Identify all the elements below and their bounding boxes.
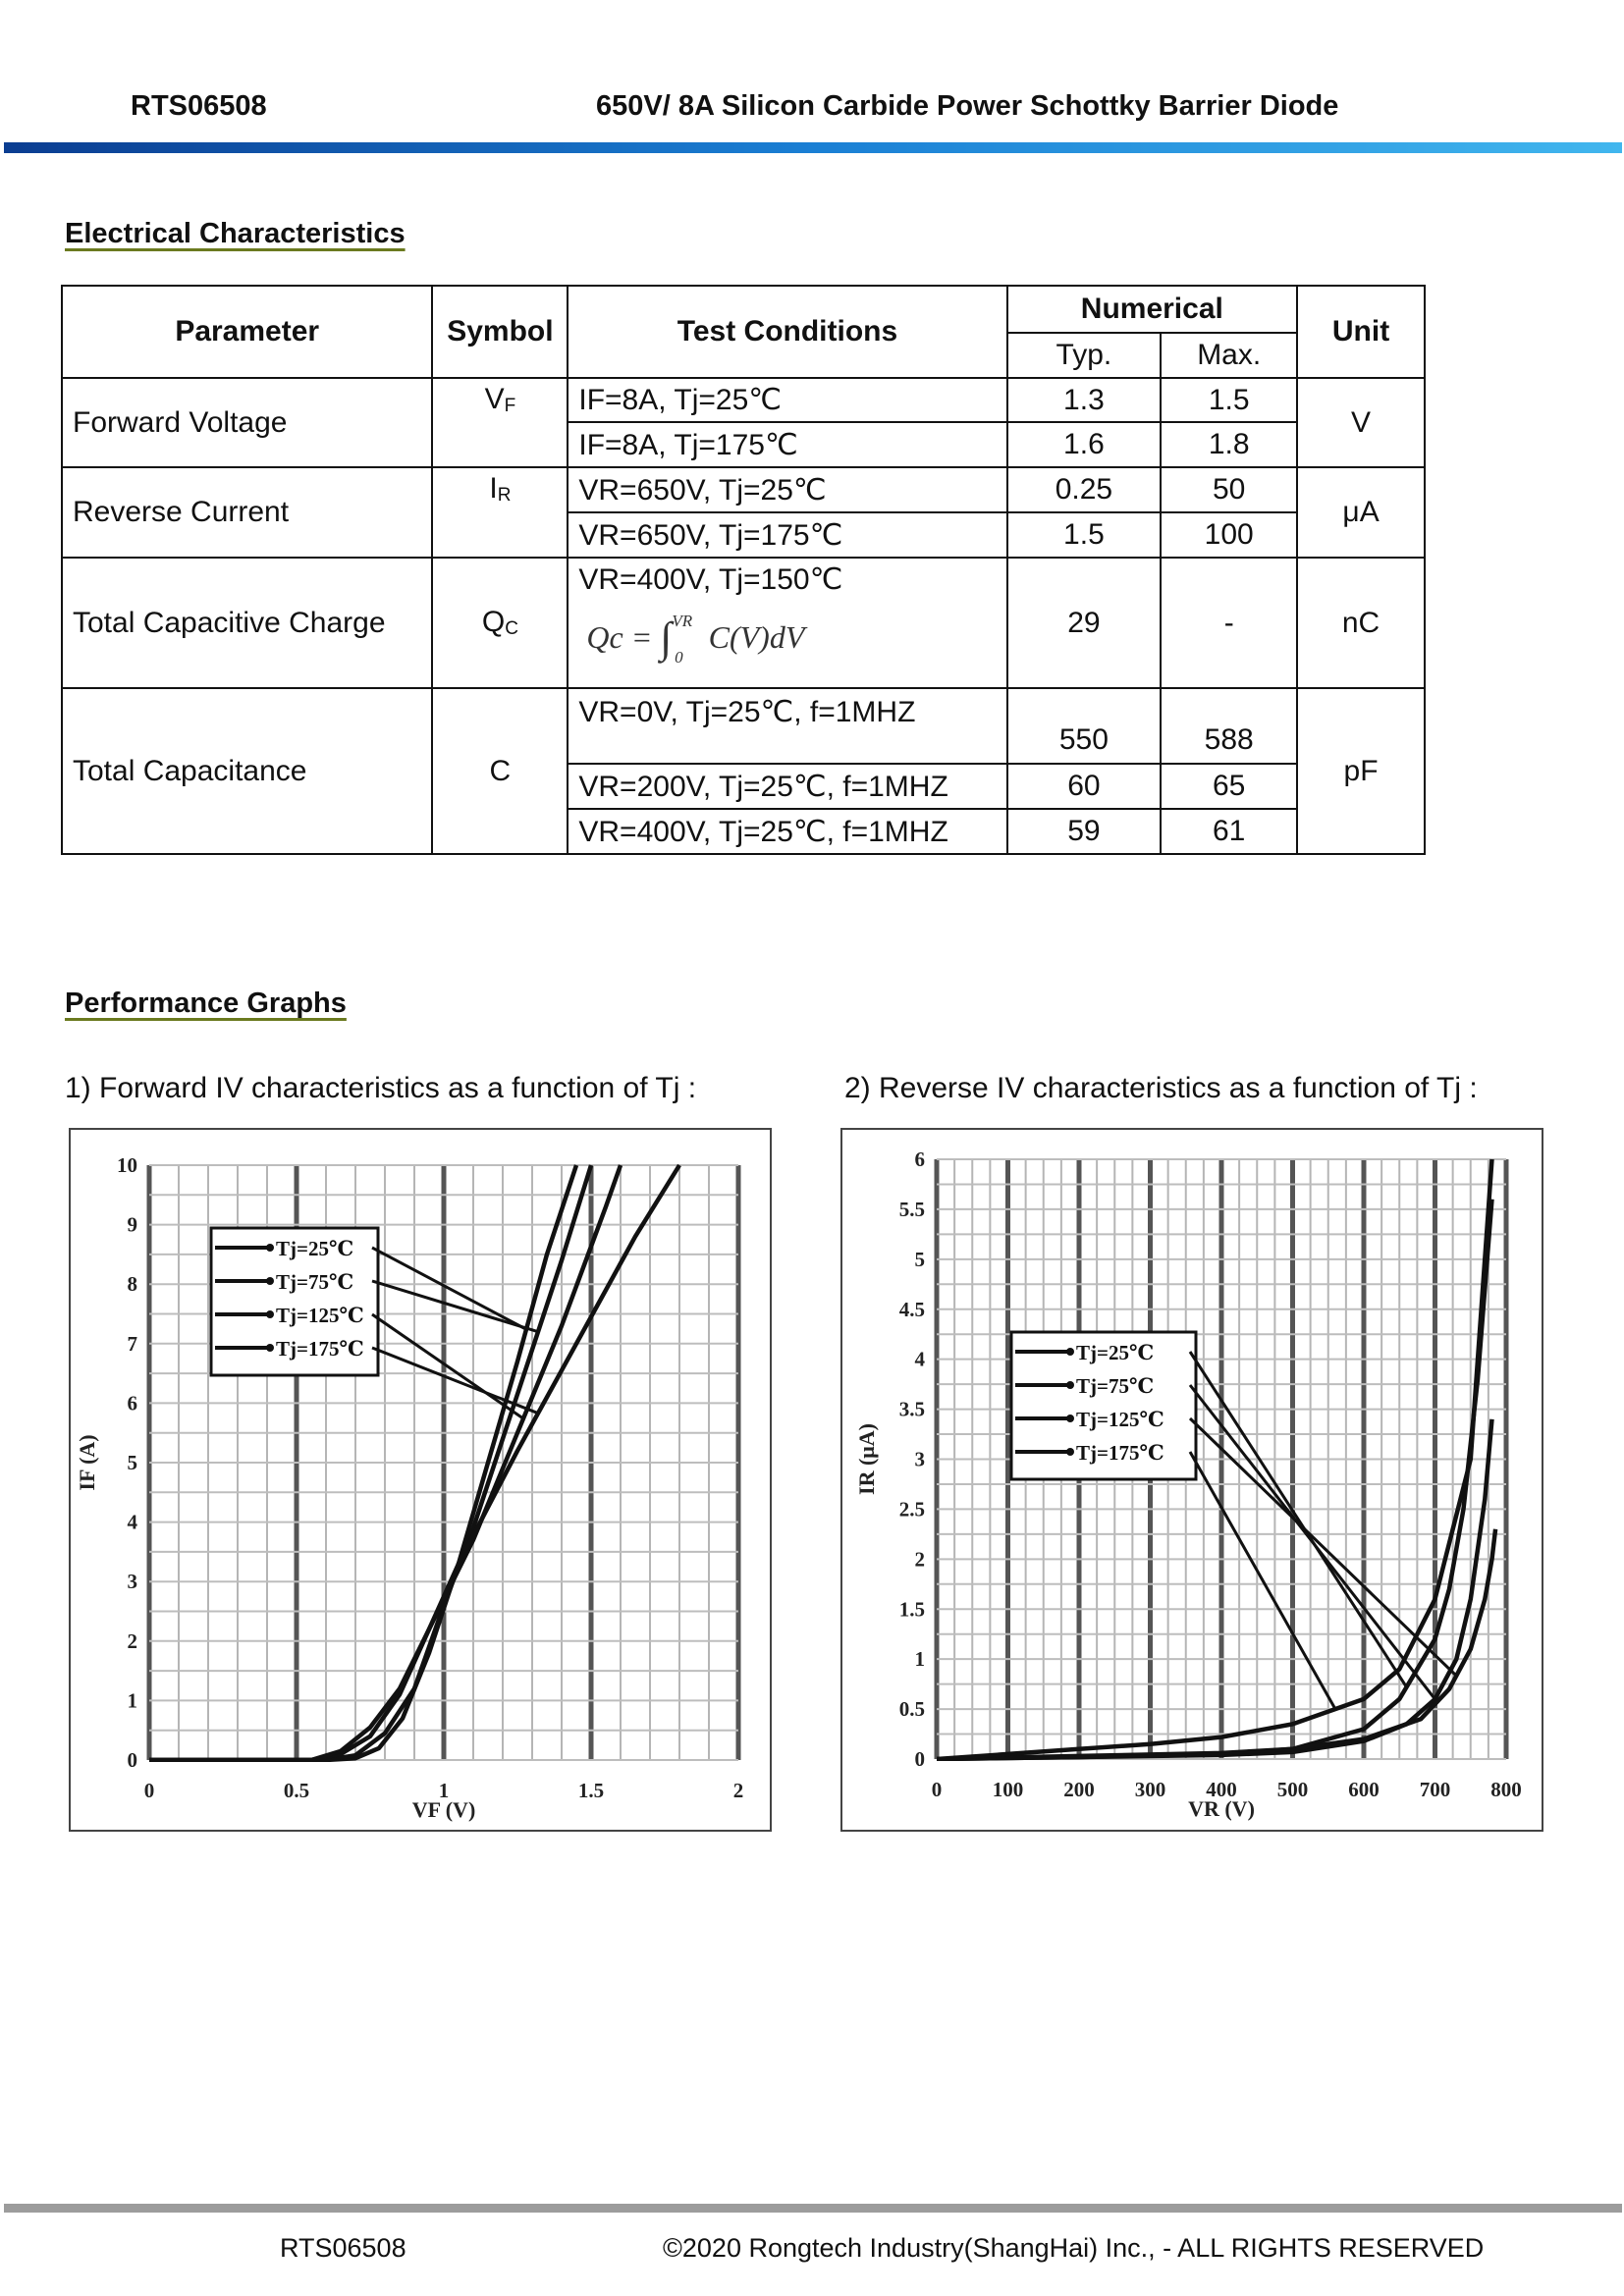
x-tick-label: 0 xyxy=(931,1778,943,1801)
capacitance-typ-2: 60 xyxy=(1007,764,1162,809)
reverse-current-max-2: 100 xyxy=(1161,512,1297,558)
capacitive-charge-max: - xyxy=(1161,558,1297,688)
y-tick-label: 3.5 xyxy=(898,1397,925,1421)
x-tick-label: 200 xyxy=(1063,1778,1095,1801)
x-tick-label: 0.5 xyxy=(283,1779,310,1802)
legend-marker-0 xyxy=(266,1244,274,1252)
footer-divider xyxy=(4,2204,1622,2213)
x-tick-label: 400 xyxy=(1206,1778,1237,1801)
capacitive-charge-symbol: QC xyxy=(432,558,568,688)
y-tick-label: 2.5 xyxy=(898,1497,925,1522)
capacitance-cond-1: VR=0V, Tj=25℃, f=1MHZ xyxy=(568,688,1006,764)
legend-label-2: Tj=125℃ xyxy=(1076,1408,1164,1431)
forward-voltage-typ-1: 1.3 xyxy=(1007,378,1162,422)
y-tick-label: 1 xyxy=(914,1647,925,1672)
reverse-iv-plot xyxy=(842,1130,1542,1830)
capacitance-cond-2: VR=200V, Tj=25℃, f=1MHZ xyxy=(568,764,1006,809)
reverse-current-typ-2: 1.5 xyxy=(1007,512,1162,558)
formula-rhs: C(V)dV xyxy=(708,619,805,655)
x-tick-label: 300 xyxy=(1134,1778,1166,1801)
capacitive-charge-label: Total Capacitive Charge xyxy=(62,558,432,688)
y-tick-label: 5.5 xyxy=(898,1197,925,1221)
electrical-table xyxy=(61,285,1426,855)
reverse-current-max-1: 50 xyxy=(1161,467,1297,512)
reverse-iv-chart xyxy=(840,1128,1543,1832)
y-tick-label: 6 xyxy=(914,1148,925,1171)
performance-section-title: Performance Graphs xyxy=(65,988,347,1019)
y-tick-label: 6 xyxy=(127,1391,137,1415)
legend-marker-0 xyxy=(1066,1348,1074,1356)
forward-voltage-cond-2: IF=8A, Tj=175℃ xyxy=(568,422,1006,467)
header-parameter: Parameter xyxy=(62,286,432,378)
reverse-current-label: Reverse Current xyxy=(62,467,432,558)
y-tick-label: 0 xyxy=(914,1747,925,1771)
forward-voltage-symbol: VF xyxy=(432,378,568,467)
x-tick-label: 2 xyxy=(732,1779,744,1802)
legend-marker-1 xyxy=(1066,1381,1074,1389)
x-tick-label: 1 xyxy=(438,1779,450,1802)
header-typ: Typ. xyxy=(1007,333,1162,378)
y-tick-label: 10 xyxy=(117,1153,137,1177)
y-tick-label: 9 xyxy=(127,1212,137,1237)
legend-marker-3 xyxy=(1066,1448,1074,1456)
x-tick-label: 100 xyxy=(992,1778,1024,1801)
header-test-conditions: Test Conditions xyxy=(568,286,1006,378)
y-tick-label: 4.5 xyxy=(898,1297,925,1321)
capacitance-max-3: 61 xyxy=(1161,809,1297,854)
formula-lhs: Qc = xyxy=(586,619,653,655)
header-symbol: Symbol xyxy=(432,286,568,378)
y-tick-label: 1.5 xyxy=(898,1597,925,1622)
integral-upper: VR xyxy=(672,612,693,631)
legend-label-1: Tj=75℃ xyxy=(276,1270,354,1294)
y-tick-label: 5 xyxy=(127,1451,137,1474)
reverse-current-cond-2: VR=650V, Tj=175℃ xyxy=(568,512,1006,558)
capacitive-charge-cond xyxy=(568,558,1006,688)
y-axis-label: IF (A) xyxy=(75,1434,99,1491)
reverse-current-unit: μA xyxy=(1297,467,1425,558)
y-tick-label: 2 xyxy=(914,1547,925,1572)
capacitance-unit: pF xyxy=(1297,688,1425,854)
header-numerical: Numerical xyxy=(1007,286,1298,333)
reverse-current-symbol: IR xyxy=(432,467,568,558)
capacitive-charge-cond-text: VR=400V, Tj=150℃ xyxy=(578,563,843,596)
x-tick-label: 600 xyxy=(1348,1778,1380,1801)
footer-part-number: RTS06508 xyxy=(280,2233,406,2263)
forward-voltage-max-1: 1.5 xyxy=(1161,378,1297,422)
header-title: 650V/ 8A Silicon Carbide Power Schottky Barrier Diode xyxy=(596,90,1339,122)
forward-voltage-cond-1: IF=8A, Tj=25℃ xyxy=(568,378,1006,422)
y-tick-label: 5 xyxy=(914,1247,925,1271)
x-tick-label: 700 xyxy=(1419,1778,1451,1801)
legend-label-3: Tj=175℃ xyxy=(276,1337,364,1361)
y-tick-label: 3 xyxy=(914,1447,925,1471)
forward-graph-caption: 1) Forward IV characteristics as a function of Tj : xyxy=(65,1072,697,1104)
legend-marker-3 xyxy=(266,1344,274,1352)
integral-lower: 0 xyxy=(675,648,683,667)
header-part-number: RTS06508 xyxy=(131,90,267,122)
capacitance-cond-3: VR=400V, Tj=25℃, f=1MHZ xyxy=(568,809,1006,854)
y-tick-label: 2 xyxy=(127,1629,137,1653)
reverse-current-typ-1: 0.25 xyxy=(1007,467,1162,512)
header-max: Max. xyxy=(1161,333,1297,378)
reverse-current-cond-1: VR=650V, Tj=25℃ xyxy=(568,467,1006,512)
y-axis-label: IR (μA) xyxy=(854,1423,879,1495)
x-axis-label: VF (V) xyxy=(411,1797,476,1822)
header-divider xyxy=(4,142,1622,153)
legend-label-2: Tj=125℃ xyxy=(276,1304,364,1327)
capacitance-typ-3: 59 xyxy=(1007,809,1162,854)
reverse-graph-caption: 2) Reverse IV characteristics as a function of Tj : xyxy=(844,1072,1478,1104)
electrical-section-title: Electrical Characteristics xyxy=(65,218,406,249)
y-tick-label: 0.5 xyxy=(898,1697,925,1722)
forward-voltage-unit: V xyxy=(1297,378,1425,467)
legend-label-0: Tj=25℃ xyxy=(276,1237,354,1260)
y-tick-label: 1 xyxy=(127,1688,137,1713)
integral-icon: ∫ xyxy=(660,614,673,662)
capacitive-charge-typ: 29 xyxy=(1007,558,1162,688)
x-axis-label: VR (V) xyxy=(1188,1796,1255,1821)
forward-voltage-max-2: 1.8 xyxy=(1161,422,1297,467)
header-unit: Unit xyxy=(1297,286,1425,378)
capacitance-label: Total Capacitance xyxy=(62,688,432,854)
legend-label-3: Tj=175℃ xyxy=(1076,1441,1164,1465)
capacitive-charge-formula xyxy=(578,609,996,667)
capacitance-symbol: C xyxy=(432,688,568,854)
forward-voltage-label: Forward Voltage xyxy=(62,378,432,467)
y-tick-label: 0 xyxy=(127,1748,137,1772)
capacitive-charge-unit: nC xyxy=(1297,558,1425,688)
forward-voltage-typ-2: 1.6 xyxy=(1007,422,1162,467)
y-tick-label: 4 xyxy=(127,1510,137,1534)
legend-label-0: Tj=25℃ xyxy=(1076,1341,1155,1364)
x-tick-label: 1.5 xyxy=(577,1779,605,1802)
y-tick-label: 8 xyxy=(127,1272,137,1297)
y-tick-label: 3 xyxy=(127,1570,137,1594)
legend-label-1: Tj=75℃ xyxy=(1076,1374,1155,1398)
legend-marker-1 xyxy=(266,1277,274,1285)
x-tick-label: 0 xyxy=(143,1779,155,1802)
legend-marker-2 xyxy=(1066,1415,1074,1422)
forward-iv-chart xyxy=(69,1128,772,1832)
capacitance-typ-1: 550 xyxy=(1007,688,1162,764)
y-tick-label: 7 xyxy=(127,1331,137,1356)
capacitance-max-2: 65 xyxy=(1161,764,1297,809)
legend-marker-2 xyxy=(266,1310,274,1318)
y-tick-label: 4 xyxy=(914,1347,925,1371)
capacitance-max-1: 588 xyxy=(1161,688,1297,764)
footer-copyright: ©2020 Rongtech Industry(ShangHai) Inc., - ALL RIGHTS RESERVED xyxy=(663,2233,1485,2263)
x-tick-label: 800 xyxy=(1490,1778,1522,1801)
x-tick-label: 500 xyxy=(1276,1778,1309,1801)
forward-iv-plot xyxy=(71,1130,770,1830)
